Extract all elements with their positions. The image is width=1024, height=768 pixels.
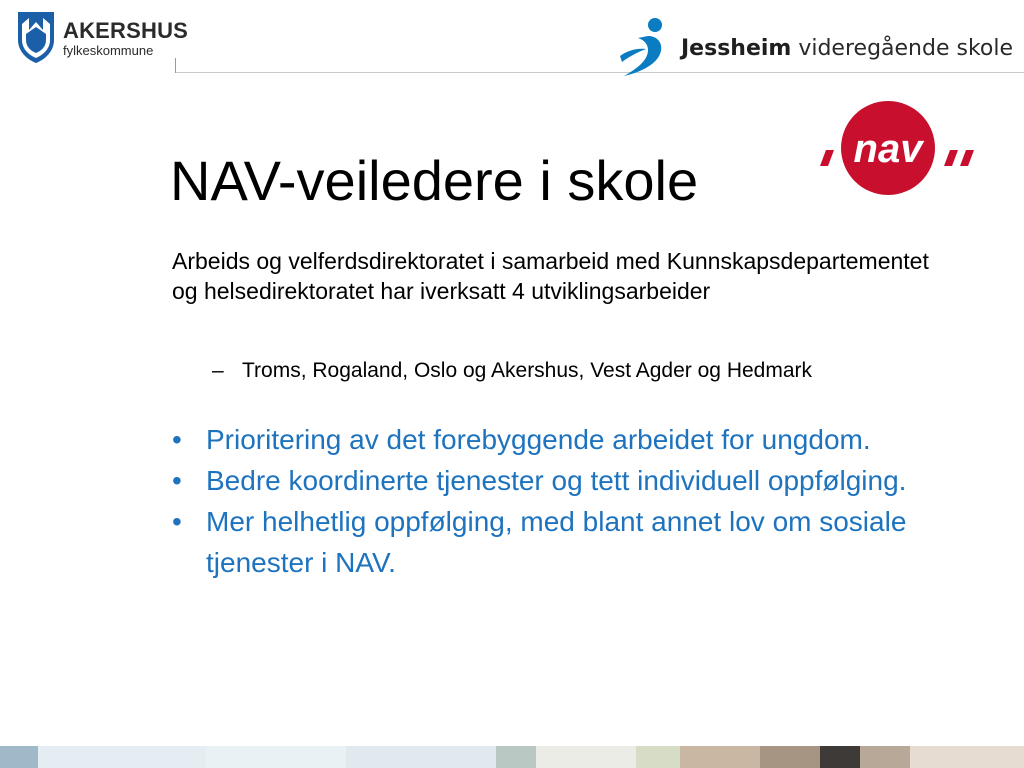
- sub-list-item: [212, 356, 872, 385]
- bullet-text: Bedre koordinerte tjenester og tett individuell oppfølging.: [206, 465, 907, 496]
- sub-list: [212, 356, 872, 385]
- jessheim-figure-icon: [618, 16, 678, 78]
- akershus-logo: [16, 10, 189, 66]
- footer-strip-segment: [636, 746, 680, 768]
- akershus-shield-icon: [16, 10, 56, 64]
- footer-strip-segment: [496, 746, 536, 768]
- bullet-item: [170, 501, 910, 583]
- slide-title: NAV-veiledere i skole: [170, 149, 699, 212]
- footer-strip-segment: [910, 746, 1024, 768]
- nav-logo-icon: [818, 98, 980, 198]
- footer-strip-segment: [820, 746, 860, 768]
- footer-strip-segment: [0, 746, 38, 768]
- bullet-text: Prioritering av det forebyggende arbeidet for ungdom.: [206, 424, 871, 455]
- footer-strip-segment: [760, 746, 820, 768]
- header-bar: [0, 0, 1024, 76]
- footer-strip-segment: [38, 746, 206, 768]
- dash-marker: –: [212, 359, 224, 382]
- bullet-item: [170, 460, 910, 501]
- footer-strip-segment: [346, 746, 496, 768]
- jessheim-name-bold: Jessheim: [681, 36, 792, 61]
- header-divider: [175, 58, 176, 73]
- intro-paragraph: Arbeids og velferdsdirektoratet i samarbeid med Kunnskapsdepartementet og helsedirektoratet har iverksatt 4 utviklingsarbeider: [172, 248, 929, 304]
- bullet-marker: •: [172, 465, 182, 496]
- nav-logo-text: nav: [853, 127, 923, 171]
- bullet-marker: •: [172, 506, 182, 537]
- bullet-marker: •: [172, 424, 182, 455]
- footer-strip-segment: [680, 746, 760, 768]
- akershus-name: AKERSHUS: [63, 18, 189, 43]
- sub-item-text: Troms, Rogaland, Oslo og Akershus, Vest Agder og Hedmark: [242, 359, 813, 382]
- bullet-item: [170, 419, 910, 460]
- akershus-subtitle: fylkeskommune: [63, 43, 154, 58]
- footer-strip-segment: [536, 746, 636, 768]
- bullet-list: [170, 419, 910, 583]
- jessheim-name: [681, 38, 1013, 60]
- footer-strip-segment: [860, 746, 910, 768]
- bullet-text: Mer helhetlig oppfølging, med blant annet lov om sosiale tjenester i NAV.: [206, 506, 907, 578]
- jessheim-logo: [618, 16, 1014, 78]
- footer-strip-segment: [206, 746, 346, 768]
- footer-photo-strip: [0, 746, 1024, 768]
- jessheim-name-rest: videregående skole: [791, 36, 1014, 61]
